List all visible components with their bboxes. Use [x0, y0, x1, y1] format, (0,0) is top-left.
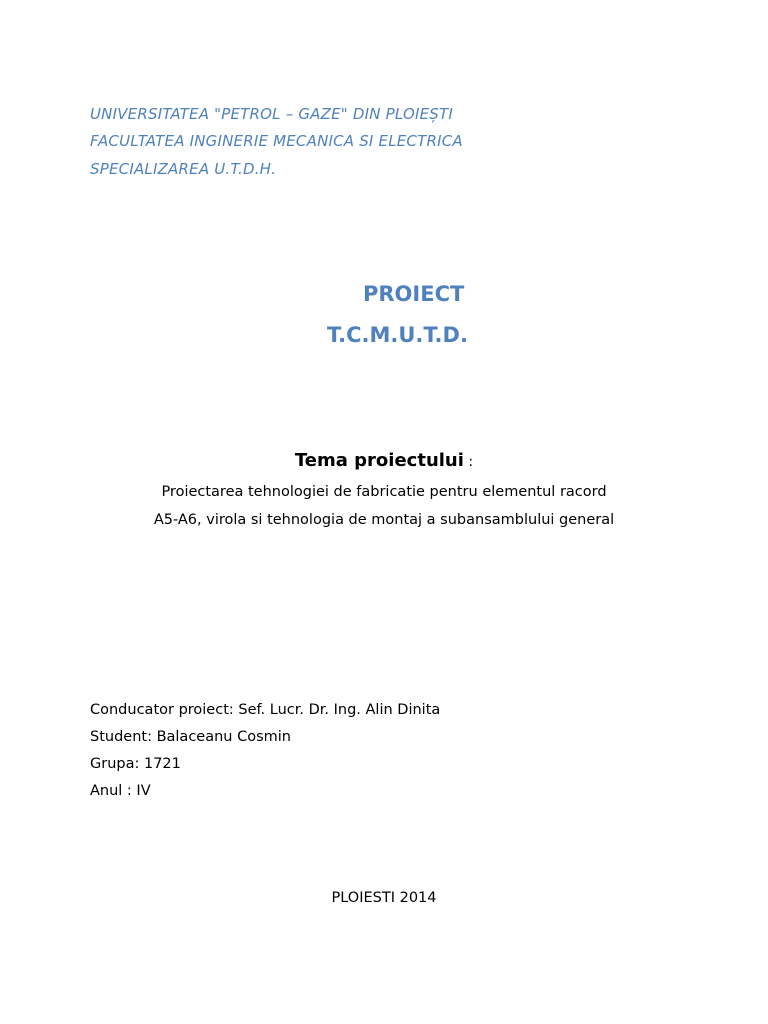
coordinator-line: Conducator proiect: Sef. Lucr. Dr. Ing. Alin Dinita [90, 702, 441, 718]
tema-label: Tema proiectului [294, 450, 464, 471]
project-title: PROIECT [363, 282, 465, 306]
group-line: Grupa: 1721 [90, 756, 181, 772]
year-line: Anul : IV [90, 783, 151, 799]
project-subject: T.C.M.U.T.D. [327, 323, 468, 347]
place-year: PLOIESTI 2014 [331, 890, 437, 906]
faculty-name: FACULTATEA INGINERIE MECANICA SI ELECTRICA [90, 132, 463, 150]
specialization-name: SPECIALIZAREA U.T.D.H. [90, 160, 277, 178]
tema-description-line-2: A5-A6, virola si tehnologia de montaj a subansamblului general [153, 512, 615, 528]
student-line: Student: Balaceanu Cosmin [90, 729, 291, 745]
tema-colon: : [463, 454, 474, 470]
university-name: UNIVERSITATEA "PETROL – GAZE" DIN PLOIEȘTI [90, 105, 453, 123]
tema-heading [0, 450, 768, 471]
tema-description-line-1: Proiectarea tehnologiei de fabricatie pentru elementul racord [161, 484, 607, 500]
